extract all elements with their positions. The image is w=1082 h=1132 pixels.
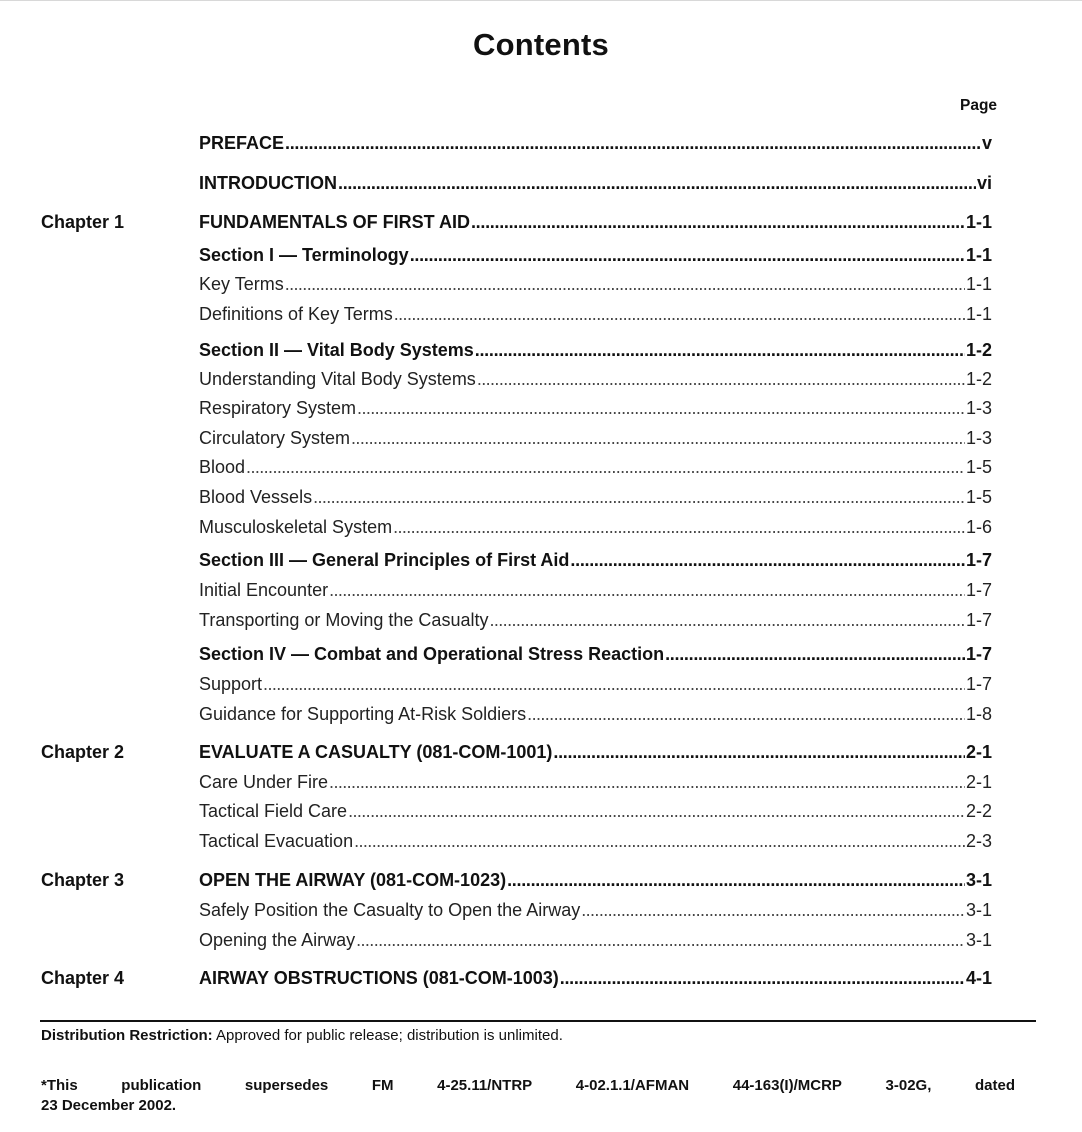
toc-entry[interactable]	[199, 172, 992, 194]
toc-page-number: 1-7	[965, 610, 992, 630]
toc-entry[interactable]	[199, 673, 992, 695]
toc-entry[interactable]	[199, 579, 992, 601]
toc-chapter-label: Chapter 3	[41, 870, 125, 890]
toc-row	[0, 899, 1082, 929]
toc-entry[interactable]	[199, 643, 992, 665]
distribution-label: Distribution Restriction:	[41, 1027, 213, 1044]
supersedes-word: 44-163(I)/MCRP	[732, 1077, 842, 1094]
toc-dot-leader	[354, 830, 965, 852]
toc-page-number: 1-2	[965, 340, 992, 360]
toc-entry[interactable]	[199, 869, 992, 891]
toc-dot-leader	[313, 486, 965, 508]
toc-entry-title: FUNDAMENTALS OF FIRST AID	[199, 212, 470, 232]
toc-page-number: 1-7	[965, 550, 992, 570]
toc-row	[0, 643, 1082, 673]
toc-entry-title: Care Under Fire	[199, 772, 329, 792]
toc-page-number: 3-1	[965, 900, 992, 920]
distribution-restriction	[41, 1027, 563, 1044]
toc-page-number: 4-1	[965, 968, 992, 988]
toc-entry-title: AIRWAY OBSTRUCTIONS (081-COM-1003)	[199, 968, 559, 988]
toc-row	[0, 516, 1082, 546]
supersedes-word: *This	[41, 1077, 78, 1094]
toc-row	[0, 549, 1082, 579]
toc-row	[0, 132, 1082, 162]
supersedes-word: dated	[974, 1077, 1015, 1094]
toc-entry-title: Blood	[199, 457, 246, 477]
toc-entry-title: Understanding Vital Body Systems	[199, 369, 476, 389]
toc-entry[interactable]	[199, 967, 992, 989]
toc-dot-leader	[393, 516, 965, 538]
supersedes-word: publication	[121, 1077, 202, 1094]
toc-dot-leader	[581, 899, 965, 921]
toc-dot-leader	[665, 643, 965, 665]
toc-page-number: 1-5	[965, 487, 992, 507]
supersedes-word: 4-25.11/NTRP	[437, 1077, 533, 1094]
toc-row	[0, 830, 1082, 860]
toc-entry[interactable]	[199, 486, 992, 508]
toc-dot-leader	[329, 771, 965, 793]
toc-page-number: 1-7	[965, 674, 992, 694]
toc-page-number: 1-8	[965, 704, 992, 724]
toc-row	[0, 303, 1082, 333]
supersedes-line-2: 23 December 2002.	[41, 1097, 177, 1114]
toc-row	[0, 456, 1082, 486]
toc-row	[0, 172, 1082, 202]
toc-entry-title: Guidance for Supporting At-Risk Soldiers	[199, 704, 527, 724]
toc-page-number: 1-2	[965, 369, 992, 389]
toc-entry[interactable]	[199, 303, 992, 325]
toc-entry-title: Section I — Terminology	[199, 245, 409, 265]
toc-page-number: 1-7	[965, 644, 992, 664]
toc-dot-leader	[477, 368, 965, 390]
page-title: Contents	[473, 27, 609, 62]
toc-row	[0, 211, 1082, 241]
toc-entry-title: Initial Encounter	[199, 580, 329, 600]
toc-entry[interactable]	[199, 929, 992, 951]
toc-entry-title: Section IV — Combat and Operational Stress Reaction	[199, 644, 665, 664]
toc-page-number: 1-3	[965, 428, 992, 448]
toc-entry[interactable]	[199, 273, 992, 295]
toc-dot-leader	[357, 397, 965, 419]
toc-row	[0, 427, 1082, 457]
toc-entry[interactable]	[199, 703, 992, 725]
toc-entry[interactable]	[199, 427, 992, 449]
toc-dot-leader	[263, 673, 965, 695]
toc-entry[interactable]	[199, 899, 992, 921]
footer-divider	[40, 1020, 1036, 1022]
toc-row	[0, 609, 1082, 639]
toc-entry[interactable]	[199, 741, 992, 763]
supersedes-word: supersedes	[244, 1077, 329, 1094]
toc-page-number: 1-1	[965, 245, 992, 265]
toc-entry[interactable]	[199, 368, 992, 390]
supersedes-note	[41, 1076, 1015, 1116]
toc-page-number: 1-1	[965, 212, 992, 232]
toc-entry[interactable]	[199, 132, 992, 154]
toc-entry-title: Opening the Airway	[199, 930, 356, 950]
toc-entry-title: Section II — Vital Body Systems	[199, 340, 474, 360]
toc-entry-title: INTRODUCTION	[199, 173, 337, 193]
toc-entry[interactable]	[199, 339, 992, 361]
toc-entry-title: Tactical Field Care	[199, 801, 348, 821]
toc-page-number: v	[981, 133, 992, 153]
toc-page-number: 1-1	[965, 304, 992, 324]
toc-row	[0, 339, 1082, 369]
toc-row	[0, 397, 1082, 427]
toc-entry[interactable]	[199, 830, 992, 852]
toc-dot-leader	[527, 703, 965, 725]
toc-dot-leader	[356, 929, 965, 951]
distribution-text: Approved for public release; distribution is unlimited.	[216, 1027, 563, 1044]
toc-page-number: 1-1	[965, 274, 992, 294]
toc-entry[interactable]	[199, 211, 992, 233]
toc-page-number: 3-1	[965, 870, 992, 890]
toc-page-number: 2-2	[965, 801, 992, 821]
toc-dot-leader	[348, 800, 965, 822]
toc-row	[0, 368, 1082, 398]
toc-entry[interactable]	[199, 800, 992, 822]
toc-row	[0, 741, 1082, 771]
supersedes-line-1	[41, 1076, 1015, 1096]
toc-entry-title: EVALUATE A CASUALTY (081-COM-1001)	[199, 742, 553, 762]
toc-dot-leader	[507, 869, 965, 891]
toc-entry[interactable]	[199, 771, 992, 793]
toc-entry-title: Blood Vessels	[199, 487, 313, 507]
toc-row	[0, 771, 1082, 801]
toc-entry[interactable]	[199, 549, 992, 571]
toc-page-number: 2-1	[965, 772, 992, 792]
toc-row	[0, 703, 1082, 733]
toc-dot-leader	[329, 579, 965, 601]
toc-entry[interactable]	[199, 516, 992, 538]
toc-page-number: vi	[976, 173, 992, 193]
toc-page-number: 2-3	[965, 831, 992, 851]
toc-entry-title: Definitions of Key Terms	[199, 304, 393, 324]
toc-page-number: 1-5	[965, 457, 992, 477]
toc-entry-title: Transporting or Moving the Casualty	[199, 610, 489, 630]
toc-dot-leader	[410, 244, 965, 266]
toc-entry[interactable]	[199, 456, 992, 478]
toc-dot-leader	[338, 172, 976, 194]
toc-dot-leader	[560, 967, 965, 989]
page-column-header: Page	[960, 97, 998, 114]
toc-entry-title: Tactical Evacuation	[199, 831, 354, 851]
toc-row	[0, 673, 1082, 703]
toc-dot-leader	[570, 549, 965, 571]
toc-entry-title: Section III — General Principles of First Aid	[199, 550, 570, 570]
toc-entry[interactable]	[199, 397, 992, 419]
toc-entry[interactable]	[199, 609, 992, 631]
toc-chapter-label: Chapter 4	[41, 968, 125, 988]
toc-row	[0, 869, 1082, 899]
toc-dot-leader	[394, 303, 965, 325]
toc-entry-title: Key Terms	[199, 274, 284, 294]
toc-page-number: 2-1	[965, 742, 992, 762]
toc-entry-title: Musculoskeletal System	[199, 517, 393, 537]
toc-dot-leader	[475, 339, 965, 361]
toc-row	[0, 800, 1082, 830]
toc-entry-title: OPEN THE AIRWAY (081-COM-1023)	[199, 870, 507, 890]
toc-row	[0, 273, 1082, 303]
supersedes-word: FM	[371, 1077, 394, 1094]
toc-entry-title: Support	[199, 674, 263, 694]
toc-row	[0, 244, 1082, 274]
toc-chapter-label: Chapter 1	[41, 212, 125, 232]
toc-entry[interactable]	[199, 244, 992, 266]
toc-row	[0, 579, 1082, 609]
toc-row	[0, 486, 1082, 516]
toc-dot-leader	[489, 609, 965, 631]
toc-entry-title: Respiratory System	[199, 398, 357, 418]
toc-entry-title: PREFACE	[199, 133, 285, 153]
toc-page-number: 1-6	[965, 517, 992, 537]
toc-entry-title: Circulatory System	[199, 428, 351, 448]
toc-page-number: 1-3	[965, 398, 992, 418]
toc-row	[0, 929, 1082, 959]
toc-entry-title: Safely Position the Casualty to Open the Airway	[199, 900, 581, 920]
toc-row	[0, 967, 1082, 997]
toc-dot-leader	[285, 273, 965, 295]
supersedes-word: 4-02.1.1/AFMAN	[575, 1077, 690, 1094]
toc-dot-leader	[246, 456, 965, 478]
toc-dot-leader	[553, 741, 965, 763]
toc-dot-leader	[285, 132, 981, 154]
toc-dot-leader	[471, 211, 965, 233]
toc-chapter-label: Chapter 2	[41, 742, 125, 762]
toc-dot-leader	[351, 427, 965, 449]
toc-page-number: 1-7	[965, 580, 992, 600]
supersedes-word: 3-02G,	[885, 1077, 932, 1094]
toc-page-number: 3-1	[965, 930, 992, 950]
